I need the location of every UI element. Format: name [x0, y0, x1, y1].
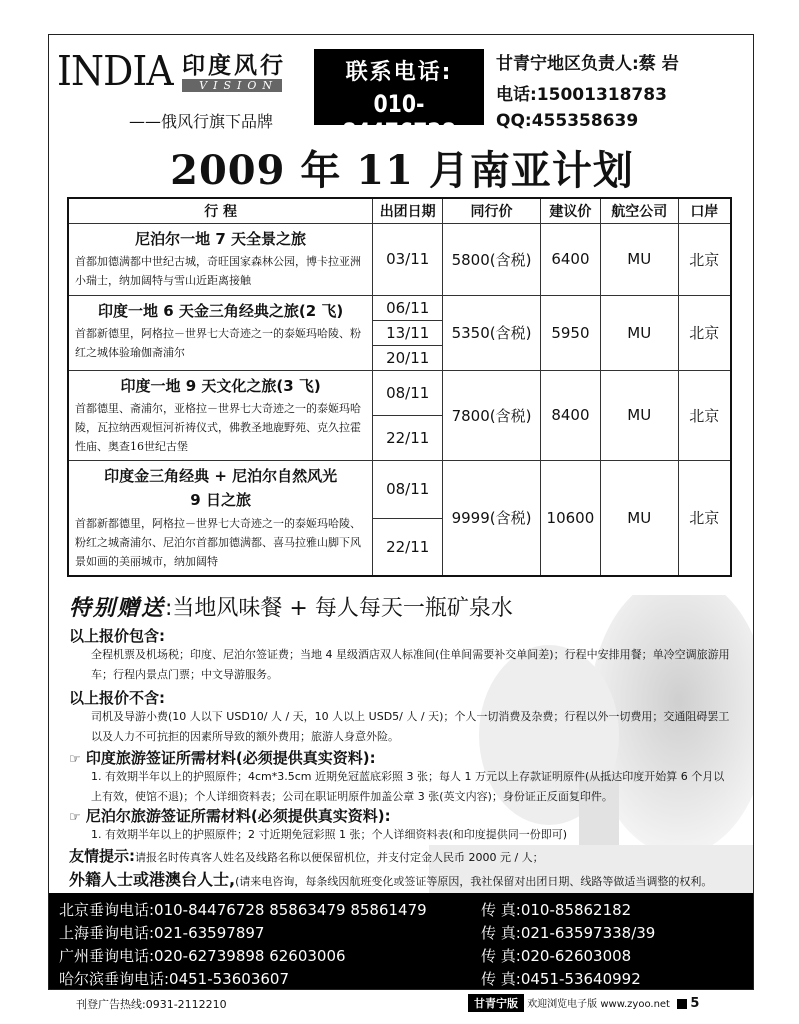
- col-header-airline: 航空公司: [600, 198, 678, 223]
- table-row[interactable]: [68, 370, 731, 415]
- route-title: 印度一地 6 天金三角经典之旅(2 飞): [97, 301, 344, 320]
- excludes-text: 司机及导游小费(10 人以下 USD10/ 人 / 天，10 人以上 USD5/ 人 / 天)；个人一切消费及杂费；行程以外一切费用；交通阻碍罢工以及人力不可抗拒的因素所导致的额外费用；旅游人身意外险。: [91, 710, 730, 743]
- hotline-guangzhou[interactable]: 广州垂询电话:020-62739898 62603006: [59, 947, 346, 965]
- route-title-line2: 9 日之旅: [190, 490, 251, 509]
- hotline-beijing[interactable]: 北京垂询电话:010-84476728 85863479 85861479: [59, 901, 427, 919]
- website-tagline[interactable]: 欢迎浏览电子版 www.zyoo.net: [527, 999, 670, 1010]
- fax-beijing: 传 真:010-85862182: [481, 901, 632, 919]
- route-cell: [68, 370, 373, 460]
- foreign-notice: [69, 867, 712, 890]
- route-title: 印度金三角经典 + 尼泊尔自然风光: [104, 466, 338, 485]
- hotline-band: [49, 893, 754, 990]
- india-visa-heading: [69, 747, 376, 768]
- edition-badge: 甘青宁版: [468, 994, 524, 1012]
- excludes-heading: 以上报价不含:: [69, 689, 165, 707]
- page-mark-icon: [677, 999, 687, 1009]
- phone-number[interactable]: 010-84476728: [342, 90, 456, 146]
- includes-text: 全程机票及机场税；印度、尼泊尔签证费；当地 4 星级酒店双人标准间(住单间需要补交单间差)；行程中安排用餐；单冷空调旅游用车；行程内景点门票；中文导游服务。: [91, 648, 730, 681]
- fax-guangzhou: 传 真:020-62603008: [481, 947, 632, 965]
- logo-chinese-text: 印度风行: [182, 52, 286, 79]
- departure-date: 20/11: [373, 345, 443, 370]
- india-visa-text: 1. 有效期半年以上的护照原件；4cm*3.5cm 近期免冠蓝底彩照 3 张；每人 1 万元以上存款证明原件(从抵达印度开始算 6 个月以上有效，使馆不退)；个人详细资料表；公司在职证明原件加盖公章 3 张(英文内容)；身份证正反面复印件。: [91, 770, 725, 803]
- friendly-reminder: [69, 845, 544, 866]
- trade-price: 5350(含税): [443, 295, 541, 370]
- airline: MU: [600, 295, 678, 370]
- page-frame: [48, 34, 754, 990]
- departure-date: 08/11: [373, 460, 443, 518]
- route-description: 首都新德里，阿格拉－世界七大奇迹之一的泰姬玛哈陵、粉红之城体验瑜伽斋浦尔: [75, 326, 361, 359]
- suggested-price: 6400: [540, 223, 600, 295]
- hand-pointer-icon: ☞: [69, 752, 81, 767]
- nepal-visa-text: 1. 有效期半年以上的护照原件；2 寸近期免冠彩照 1 张；个人详细资料表(和印度提供同一份即可): [91, 828, 568, 841]
- route-cell: [68, 460, 373, 576]
- special-gift: [69, 591, 513, 622]
- route-title: 尼泊尔一地 7 天全景之旅: [135, 229, 307, 248]
- departure-date: 22/11: [373, 518, 443, 576]
- brand-logo: [57, 43, 307, 135]
- departure-date: 13/11: [373, 320, 443, 345]
- airline: MU: [600, 370, 678, 460]
- fax-harbin: 传 真:0451-53640992: [481, 970, 641, 988]
- logo-india-text: INDIA: [57, 47, 173, 95]
- table-header-row: [68, 198, 731, 223]
- route-title: 印度一地 9 天文化之旅(3 飞): [120, 376, 321, 395]
- trade-price: 7800(含税): [443, 370, 541, 460]
- col-header-date: 出团日期: [373, 198, 443, 223]
- hotline-harbin[interactable]: 哈尔滨垂询电话:0451-53603607: [59, 970, 289, 988]
- departure-date: 08/11: [373, 370, 443, 415]
- port: 北京: [678, 460, 731, 576]
- brand-subtitle: ——俄风行旗下品牌: [129, 112, 274, 131]
- airline: MU: [600, 460, 678, 576]
- route-description: 首都德里、斋浦尔，亚格拉－世界七大奇迹之一的泰姬玛哈陵，瓦拉纳西观恒河祈祷仪式，佛教圣地鹿野苑、克久拉霍性庙、奥查16世纪古堡: [75, 401, 361, 453]
- special-gift-label: 特别赠送: [69, 596, 166, 621]
- ad-hotline: 刊登广告热线:0931-2112210: [76, 998, 227, 1011]
- edition-footer: [468, 994, 699, 1012]
- departure-date: 22/11: [373, 415, 443, 460]
- col-header-port: 口岸: [678, 198, 731, 223]
- regional-contact: [496, 49, 751, 131]
- logo-vision-text: VISION: [182, 79, 282, 92]
- nepal-visa-heading: [69, 805, 391, 826]
- representative-qq[interactable]: QQ:455358639: [496, 111, 639, 131]
- col-header-trade-price: 同行价: [443, 198, 541, 223]
- phone-label: 联系电话:: [345, 60, 453, 85]
- page-title: 2009 年 11 月南亚计划: [170, 147, 634, 194]
- nepal-visa-heading-text: 尼泊尔旅游签证所需材料(必须提供真实资料):: [85, 807, 391, 825]
- route-cell: [68, 295, 373, 370]
- india-visa-heading-text: 印度旅游签证所需材料(必须提供真实资料):: [85, 749, 376, 767]
- suggested-price: 8400: [540, 370, 600, 460]
- col-header-route: 行 程: [68, 198, 373, 223]
- tour-schedule-table: [67, 197, 732, 577]
- suggested-price: 10600: [540, 460, 600, 576]
- route-cell: [68, 223, 373, 295]
- special-gift-text: :当地风味餐 + 每人每天一瓶矿泉水: [165, 596, 513, 621]
- port: 北京: [678, 370, 731, 460]
- port: 北京: [678, 223, 731, 295]
- trade-price: 9999(含税): [443, 460, 541, 576]
- includes-heading: 以上报价包含:: [69, 627, 165, 645]
- friendly-reminder-text: 请报名时传真客人姓名及线路名称以便保留机位，并支付定金人民币 2000 元 / 人；: [135, 851, 544, 864]
- table-row[interactable]: [68, 460, 731, 518]
- airline: MU: [600, 223, 678, 295]
- hotline-shanghai[interactable]: 上海垂询电话:021-63597897: [59, 924, 265, 942]
- route-description: 首都加德满都中世纪古城，奇旺国家森林公园，博卡拉亚洲小瑞士，纳加阔特与雪山近距离接触: [75, 254, 361, 287]
- friendly-reminder-label: 友情提示:: [69, 847, 135, 865]
- page-number: 5: [690, 996, 700, 1011]
- table-row[interactable]: [68, 223, 731, 295]
- table-row[interactable]: [68, 295, 731, 320]
- departure-date: 03/11: [373, 223, 443, 295]
- departure-date: 06/11: [373, 295, 443, 320]
- representative-phone[interactable]: 电话:15001318783: [496, 85, 667, 105]
- port: 北京: [678, 295, 731, 370]
- route-description: 首都新都德里，阿格拉－世界七大奇迹之一的泰姬玛哈陵、粉红之城斋浦尔、尼泊尔首都加德满都、喜马拉雅山脚下风景如画的美丽城市，纳加阔特: [75, 516, 361, 568]
- fax-shanghai: 传 真:021-63597338/39: [481, 924, 656, 942]
- trade-price: 5800(含税): [443, 223, 541, 295]
- foreign-notice-text: (请来电咨询，每条线因航班变化或签证等原因，我社保留对出团日期、线路等做适当调整的权利。: [235, 875, 713, 888]
- contact-phone-box: [314, 49, 484, 146]
- hand-pointer-icon: ☞: [69, 810, 81, 825]
- col-header-suggested-price: 建议价: [540, 198, 600, 223]
- foreign-notice-label: 外籍人士或港澳台人士,: [69, 870, 236, 889]
- suggested-price: 5950: [540, 295, 600, 370]
- regional-representative: 甘青宁地区负责人:蔡 岩: [496, 54, 679, 74]
